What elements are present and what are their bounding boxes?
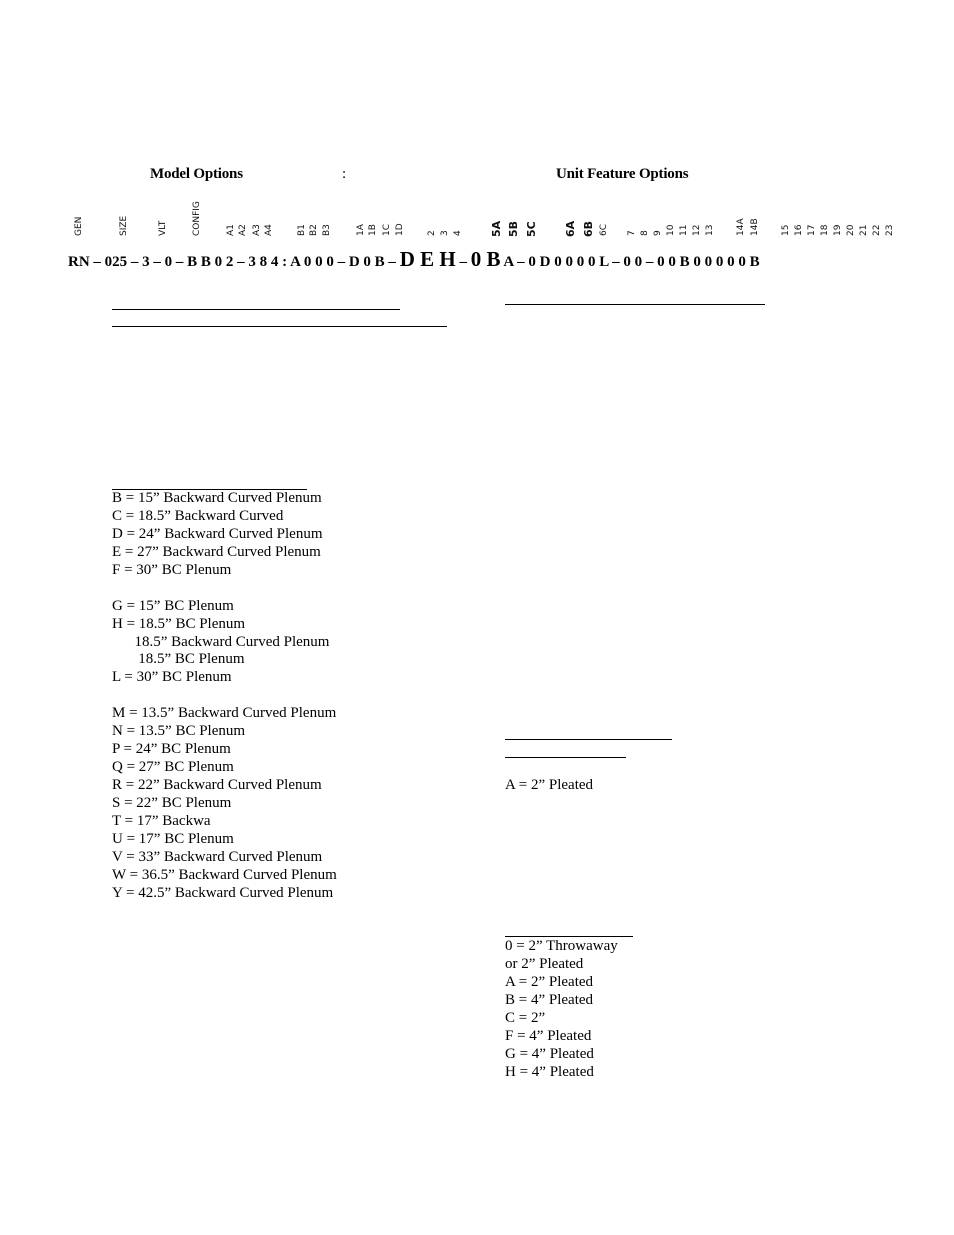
- col-label-b3: B3: [322, 224, 332, 236]
- filter-option-single: [505, 777, 593, 795]
- list-item: W = 36.5” Backward Curved Plenum: [112, 866, 337, 883]
- col-label-23: 23: [885, 224, 895, 236]
- col-label-gen: GEN: [74, 216, 84, 236]
- col-label-19: 19: [833, 224, 843, 236]
- col-label-11: 11: [679, 224, 689, 236]
- list-item: G = 4” Pleated: [505, 1045, 594, 1062]
- col-label-14b: 14B: [750, 218, 760, 236]
- col-label-vlt: VLT: [158, 220, 168, 236]
- list-item: C = 18.5” Backward Curved: [112, 507, 284, 524]
- list-item: B = 4” Pleated: [505, 991, 594, 1008]
- list-item: V = 33” Backward Curved Plenum: [112, 848, 323, 865]
- list-item: B = 15” Backward Curved Plenum: [112, 490, 322, 506]
- model-string-part1: RN – 025 – 3 – 0 – B B 0 2 – 3 8 4 : A 0 0 0 – D 0 B –: [68, 254, 396, 270]
- list-item: G = 15” BC Plenum: [112, 597, 234, 614]
- list-item: Y = 42.5” Backward Curved Plenum: [112, 884, 334, 901]
- model-string-separator: –: [459, 254, 467, 270]
- fan-options-list: [112, 490, 337, 903]
- rule-left-2: [112, 326, 447, 327]
- col-label-20: 20: [846, 224, 856, 236]
- col-label-7: 7: [627, 230, 637, 236]
- list-item: D = 24” Backward Curved Plenum: [112, 525, 323, 542]
- col-label-5c: 5C: [525, 221, 538, 237]
- list-item: S = 22” BC Plenum: [112, 794, 232, 811]
- col-label-2: 2: [427, 230, 437, 236]
- list-item: C = 2”: [505, 1009, 546, 1026]
- list-item: F = 4” Pleated: [505, 1027, 592, 1044]
- col-label-a3: A3: [252, 224, 262, 236]
- list-item: M = 13.5” Backward Curved Plenum: [112, 705, 337, 722]
- col-label-6c: 6C: [599, 223, 609, 236]
- col-label-18: 18: [820, 224, 830, 236]
- col-label-1d: 1D: [395, 223, 405, 236]
- model-options-heading: Model Options: [150, 166, 243, 182]
- col-label-13: 13: [705, 224, 715, 236]
- col-label-config: CONFIG: [192, 201, 202, 236]
- rule-right-3: [505, 757, 626, 758]
- rule-left-1: [112, 309, 400, 310]
- col-label-1c: 1C: [382, 223, 392, 236]
- col-label-9: 9: [653, 230, 663, 236]
- col-label-b2: B2: [309, 224, 319, 236]
- list-item: P = 24” BC Plenum: [112, 741, 231, 758]
- filter-options-list: [505, 938, 618, 1082]
- col-label-1a: 1A: [356, 224, 366, 236]
- list-item: A = 2” Pleated: [505, 777, 594, 793]
- col-label-8: 8: [640, 230, 650, 236]
- list-item: [112, 580, 337, 598]
- list-item: 18.5” BC Plenum: [112, 651, 245, 668]
- rule-right-4: [505, 936, 633, 937]
- col-label-5a: 5A: [490, 220, 503, 237]
- col-label-a2: A2: [238, 224, 248, 236]
- list-item: R = 22” Backward Curved Plenum: [112, 777, 322, 793]
- list-item: Q = 27” BC Plenum: [112, 759, 234, 776]
- unit-feature-options-heading: Unit Feature Options: [556, 166, 689, 182]
- col-label-size: SIZE: [119, 215, 129, 236]
- col-label-a4: A4: [264, 224, 274, 236]
- col-label-14a: 14A: [736, 218, 746, 236]
- col-label-b1: B1: [297, 224, 307, 236]
- list-item: A = 2” Pleated: [505, 973, 594, 990]
- list-item: H = 4” Pleated: [505, 1063, 594, 1080]
- list-item: H = 18.5” BC Plenum: [112, 615, 246, 632]
- list-item: T = 17” Backwa: [112, 812, 211, 829]
- list-item: [112, 687, 337, 705]
- heading-colon: :: [342, 166, 347, 182]
- col-label-a1: A1: [226, 224, 236, 236]
- col-label-12: 12: [692, 224, 702, 236]
- col-label-4: 4: [453, 230, 463, 236]
- col-label-22: 22: [872, 224, 882, 236]
- list-item: or 2” Pleated: [505, 955, 584, 972]
- list-item: U = 17” BC Plenum: [112, 830, 234, 847]
- list-item: 18.5” Backward Curved Plenum: [112, 633, 330, 650]
- col-label-3: 3: [440, 230, 450, 236]
- col-label-10: 10: [666, 224, 676, 236]
- list-item: F = 30” BC Plenum: [112, 561, 232, 578]
- col-label-21: 21: [859, 224, 869, 236]
- list-item: L = 30” BC Plenum: [112, 669, 232, 686]
- col-label-17: 17: [807, 224, 817, 236]
- model-string-highlight-1: D E H: [399, 247, 456, 271]
- list-item: N = 13.5” BC Plenum: [112, 723, 246, 740]
- col-label-1b: 1B: [368, 224, 378, 236]
- rule-right-2: [505, 739, 672, 740]
- model-string-part5: A – 0 D 0 0 0 0 L – 0 0 – 0 0 B 0 0 0 0 0 B: [503, 254, 760, 270]
- list-item: E = 27” Backward Curved Plenum: [112, 543, 321, 560]
- col-label-16: 16: [794, 224, 804, 236]
- list-item: 0 = 2” Throwaway: [505, 938, 618, 954]
- model-number-string: [68, 247, 760, 272]
- col-label-6a: 6A: [564, 220, 577, 237]
- col-label-5b: 5B: [507, 220, 520, 237]
- col-label-15: 15: [781, 224, 791, 236]
- model-string-highlight-2: 0 B: [470, 247, 501, 271]
- rule-right-1: [505, 304, 765, 305]
- col-label-6b: 6B: [582, 220, 595, 237]
